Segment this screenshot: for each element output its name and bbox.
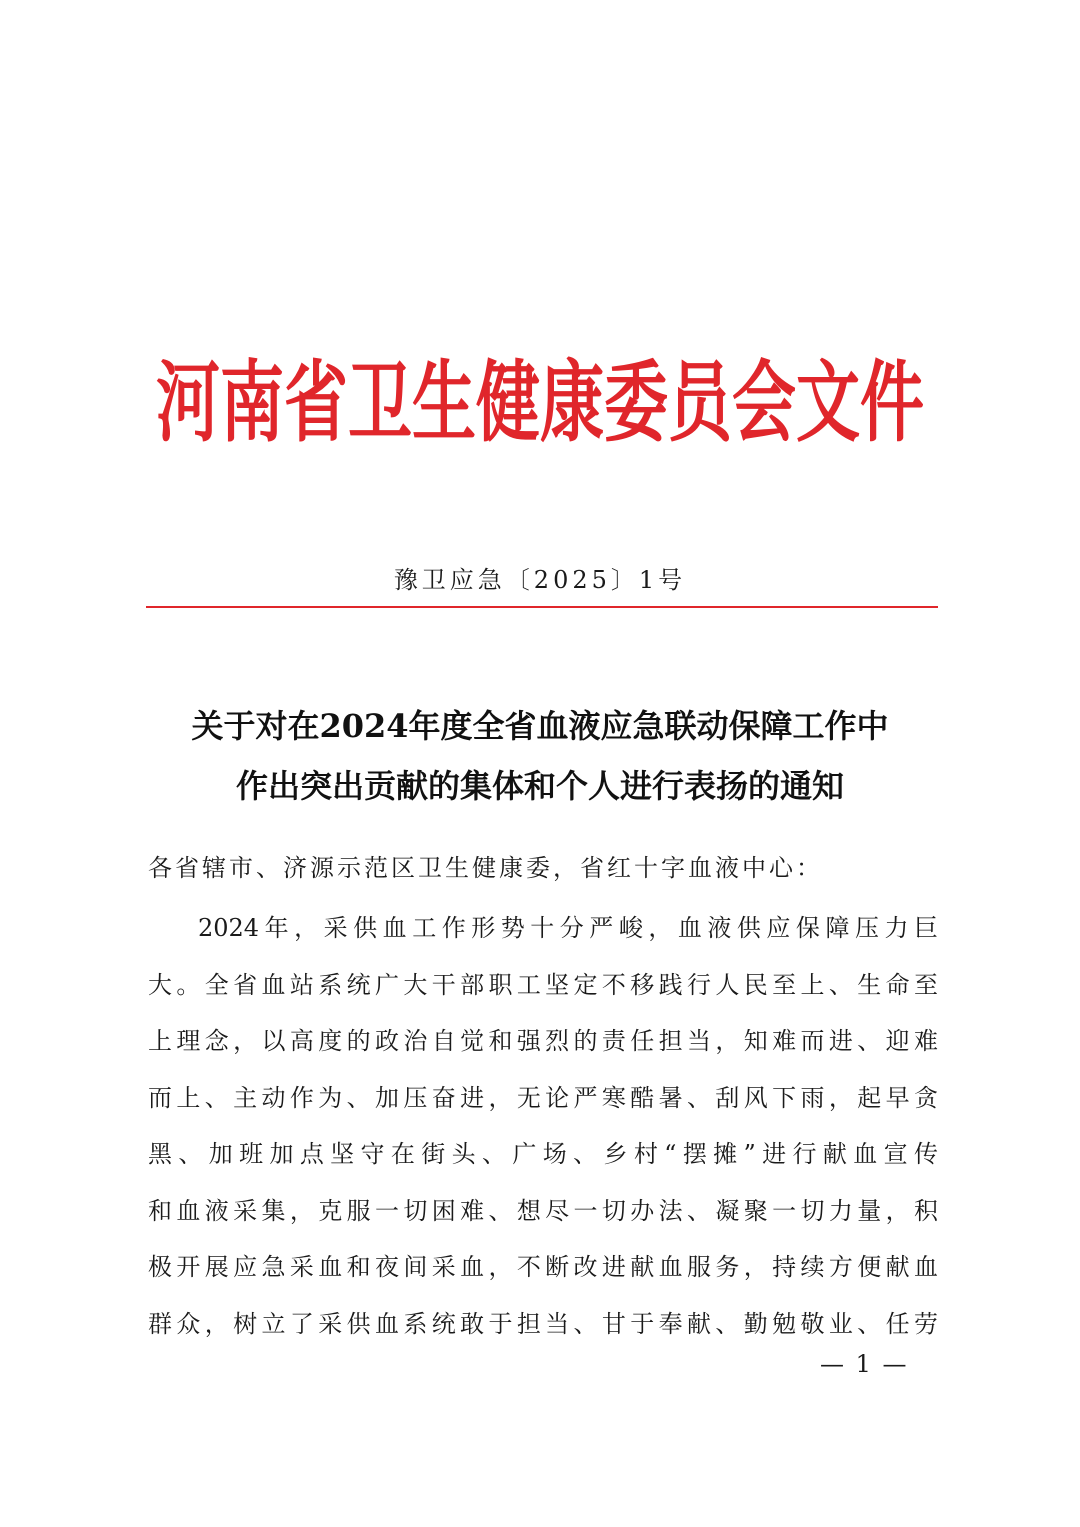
notice-title-line-1: 关于对在2024年度全省血液应急联动保障工作中 — [191, 707, 889, 745]
body-line: 而上、主动作为、加压奋进，无论严寒酷暑、刮风下雨，起早贪 — [148, 1083, 938, 1112]
body-line: 2024年，采供血工作形势十分严峻，血液供应保障压力巨 — [198, 914, 938, 942]
notice-title-line-2: 作出突出贡献的集体和个人进行表扬的通知 — [235, 767, 844, 805]
body-line: 上理念，以高度的政治自觉和强烈的责任担当，知难而进、迎难 — [148, 1027, 938, 1055]
body-line: 群众，树立了采供血系统敢于担当、甘于奉献、勤勉敬业、任劳 — [148, 1309, 938, 1338]
notice-title — [0, 696, 1080, 816]
masthead-title: 河南省卫生健康委员会文件 — [156, 353, 924, 456]
body-paragraph — [148, 900, 938, 1352]
red-separator-line — [146, 606, 938, 608]
body-line: 极开展应急采血和夜间采血，不断改进献血服务，持续方便献血 — [148, 1253, 938, 1281]
body-line: 大。全省血站系统广大干部职工坚定不移践行人民至上、生命至 — [148, 970, 938, 999]
salutation: 各省辖市、济源示范区卫生健康委，省红十字血液中心： — [148, 854, 823, 882]
document-number: 豫卫应急〔2025〕1号 — [393, 566, 687, 594]
page-number: — 1 — — [820, 1350, 909, 1378]
body-line: 黑、加班加点坚守在街头、广场、乡村“摆摊”进行献血宣传 — [148, 1140, 938, 1168]
body-line: 和血液采集，克服一切困难、想尽一切办法、凝聚一切力量，积 — [148, 1196, 938, 1225]
